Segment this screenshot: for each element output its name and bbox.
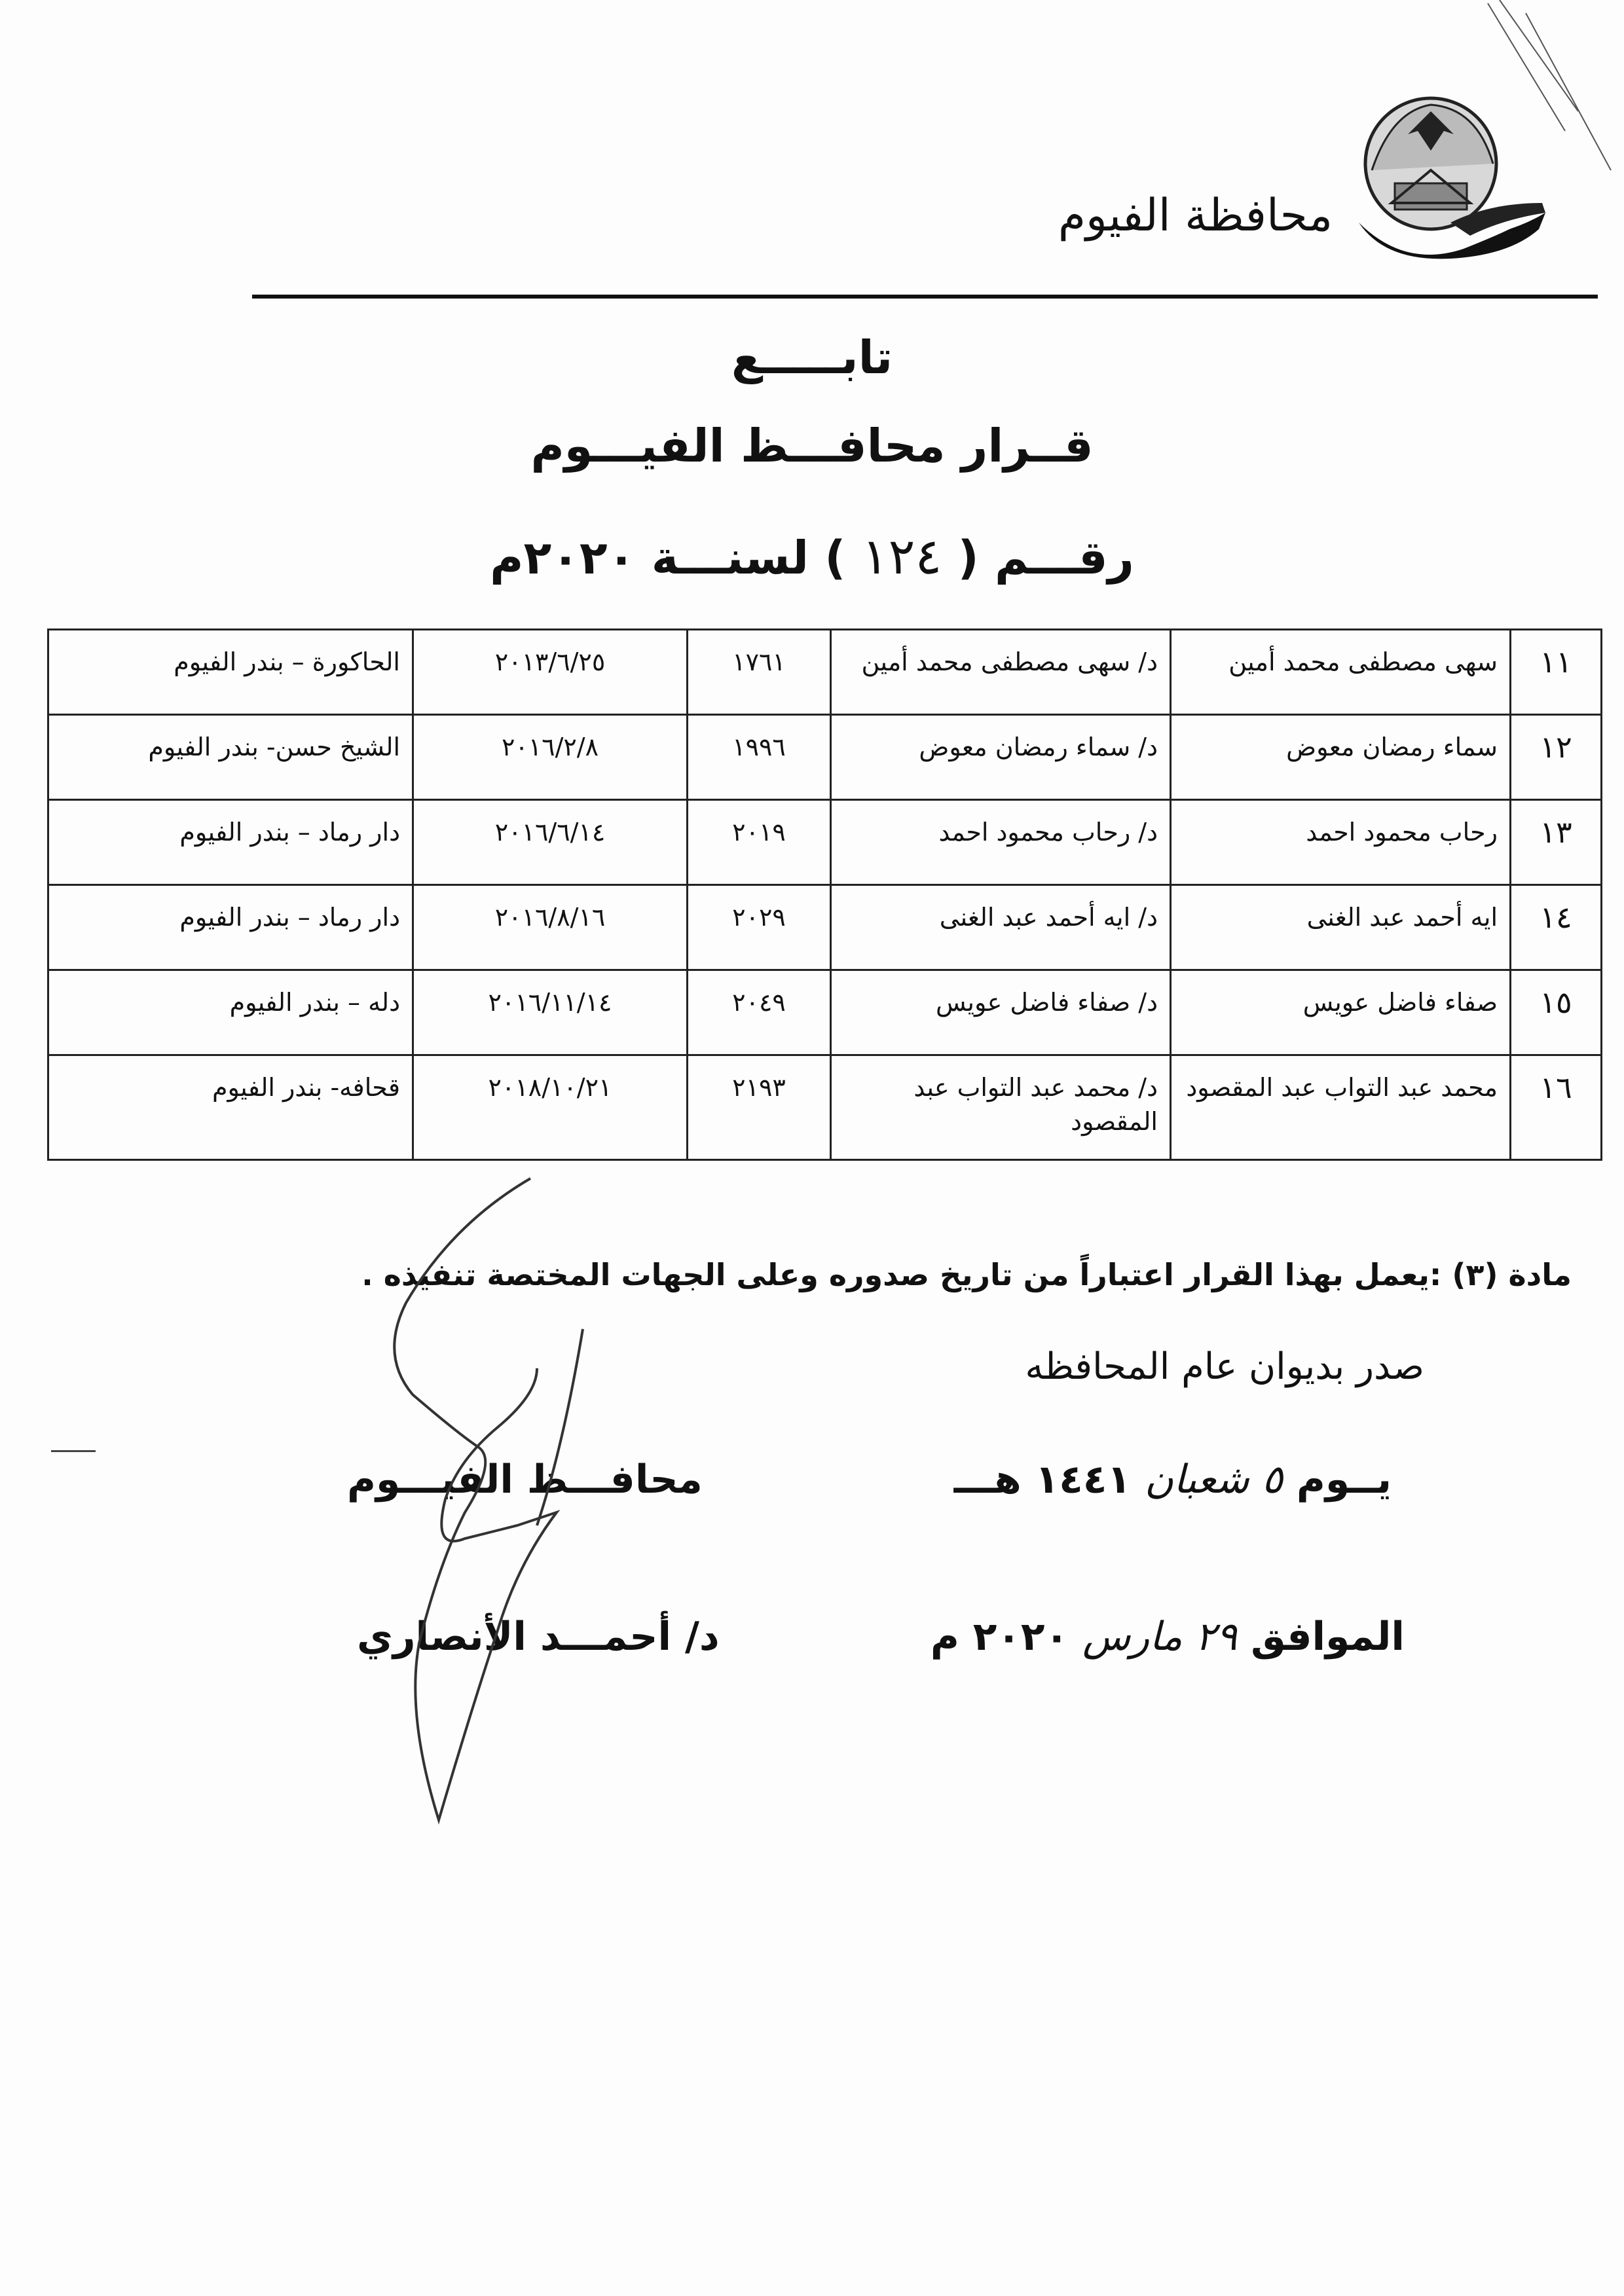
issued-at-text: صدر بديوان عام المحافظه (1025, 1345, 1424, 1388)
table-row (48, 885, 1602, 970)
table-row (48, 715, 1602, 800)
address-cell: دله – بندر الفيوم (48, 970, 413, 1055)
row-index: ١٦ (1511, 1055, 1602, 1160)
governor-title: محافـــظ الفيـــوم (347, 1457, 703, 1503)
table-row (48, 970, 1602, 1055)
decree-suffix: ) لسنـــة ٢٠٢٠م (490, 531, 846, 585)
article-3-text: مادة (٣) :يعمل بهذا القرار اعتباراً من تاريخ صدوره وعلى الجهات المختصة تنفيذه . (361, 1257, 1572, 1292)
row-index: ١١ (1511, 630, 1602, 715)
address-cell: قحافه- بندر الفيوم (48, 1055, 413, 1160)
governorate-name: محافظة الفيوم (1058, 190, 1333, 242)
date-cell: ٢٠١٦/٨/١٦ (413, 885, 688, 970)
handwritten-hijri-day: ٥ شعبان (1144, 1457, 1283, 1503)
doctor-cell: د/ صفاء فاضل عويس (831, 970, 1171, 1055)
handwritten-gregorian-day: ٢٩ مارس (1082, 1614, 1238, 1660)
gregorian-date-line (931, 1614, 1405, 1660)
pharmacists-table (47, 629, 1602, 1161)
doctor-cell: د/ سماء رمضان معوض (831, 715, 1171, 800)
decree-number-line (0, 527, 1624, 585)
fayoum-governorate-logo (1346, 72, 1549, 268)
name-cell: ايه أحمد عبد الغنى (1171, 885, 1511, 970)
correspond-prefix: الموافق (1251, 1614, 1405, 1660)
continuation-title: تابـــــع (731, 331, 893, 384)
number-cell: ٢٠١٩ (688, 800, 831, 885)
decree-title: قــرار محافـــظ الفيـــوم (530, 419, 1094, 473)
table-row (48, 1055, 1602, 1160)
date-cell: ٢٠١٦/٦/١٤ (413, 800, 688, 885)
date-cell: ٢٠١٣/٦/٢٥ (413, 630, 688, 715)
hijri-date-line (954, 1457, 1392, 1503)
decree-number: ١٢٤ (861, 527, 942, 585)
number-cell: ٢١٩٣ (688, 1055, 831, 1160)
date-cell: ٢٠١٦/١١/١٤ (413, 970, 688, 1055)
table-row (48, 630, 1602, 715)
gregorian-year: ٢٠٢٠ م (930, 1614, 1069, 1660)
row-index: ١٥ (1511, 970, 1602, 1055)
row-index: ١٢ (1511, 715, 1602, 800)
name-cell: محمد عبد التواب عبد المقصود (1171, 1055, 1511, 1160)
address-cell: الشيخ حسن- بندر الفيوم (48, 715, 413, 800)
hijri-year: ١٤٤١ هـــ (953, 1457, 1132, 1503)
table-row (48, 800, 1602, 885)
doctor-cell: د/ سهى مصطفى محمد أمين (831, 630, 1171, 715)
doctor-cell: د/ ايه أحمد عبد الغنى (831, 885, 1171, 970)
doctor-cell: د/ محمد عبد التواب عبد المقصود (831, 1055, 1171, 1160)
margin-mark (51, 1450, 96, 1452)
name-cell: سهى مصطفى محمد أمين (1171, 630, 1511, 715)
address-cell: دار رماد – بندر الفيوم (48, 800, 413, 885)
row-index: ١٣ (1511, 800, 1602, 885)
doctor-cell: د/ رحاب محمود احمد (831, 800, 1171, 885)
table-body (48, 630, 1602, 1160)
number-cell: ١٩٩٦ (688, 715, 831, 800)
address-cell: دار رماد – بندر الفيوم (48, 885, 413, 970)
name-cell: رحاب محمود احمد (1171, 800, 1511, 885)
governor-name: د/ أحمـــد الأنصاري (357, 1614, 720, 1660)
day-prefix: يــوم (1296, 1457, 1392, 1503)
decree-prefix: رقـــم ( (957, 531, 1134, 585)
number-cell: ٢٠٢٩ (688, 885, 831, 970)
number-cell: ٢٠٤٩ (688, 970, 831, 1055)
date-cell: ٢٠١٦/٢/٨ (413, 715, 688, 800)
name-cell: صفاء فاضل عويس (1171, 970, 1511, 1055)
row-index: ١٤ (1511, 885, 1602, 970)
header-divider (252, 295, 1598, 299)
date-cell: ٢٠١٨/١٠/٢١ (413, 1055, 688, 1160)
address-cell: الحاكورة – بندر الفيوم (48, 630, 413, 715)
number-cell: ١٧٦١ (688, 630, 831, 715)
governor-signature (367, 1172, 642, 1833)
name-cell: سماء رمضان معوض (1171, 715, 1511, 800)
